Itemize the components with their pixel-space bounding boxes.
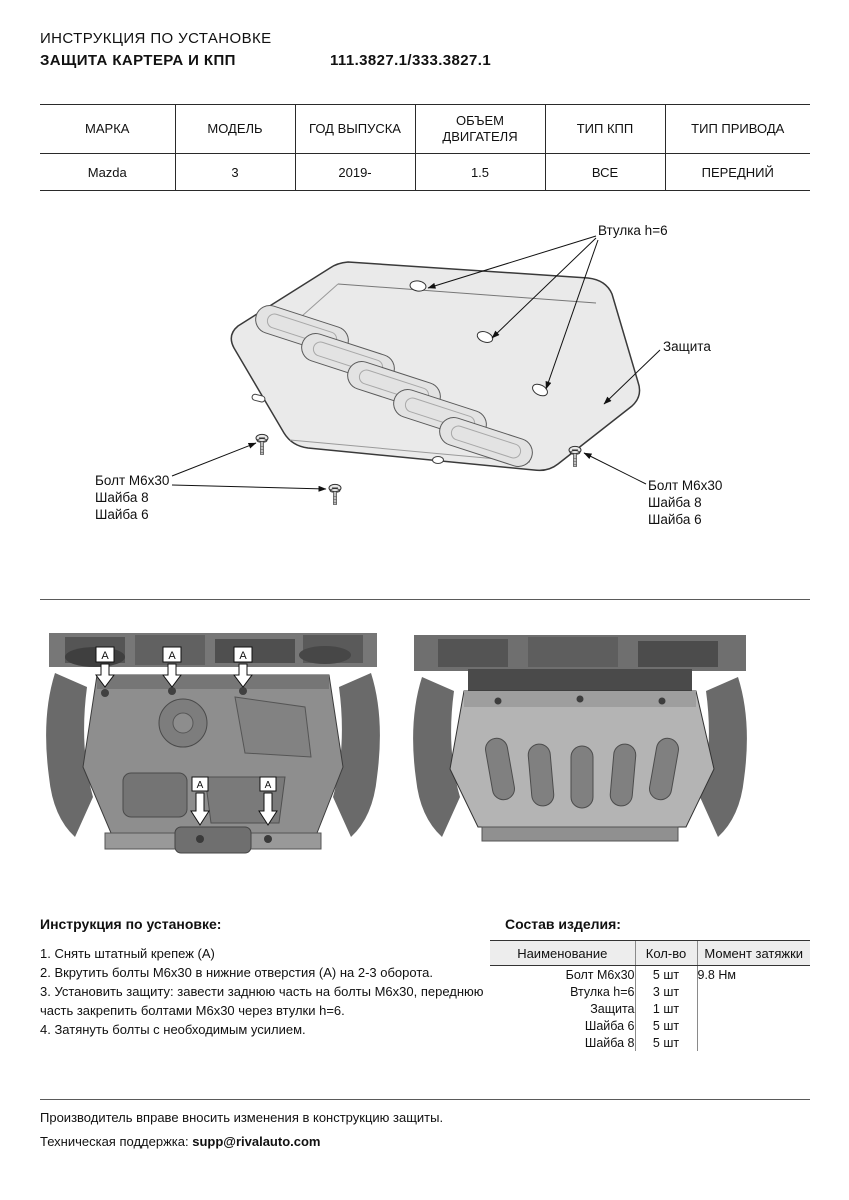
spec-data-row (40, 154, 810, 191)
part-torque: 9.8 Нм (697, 966, 810, 984)
spec-header-drive: ТИП ПРИВОДА (665, 105, 810, 154)
instructions-title: Инструкция по установке: (40, 916, 222, 932)
doc-title-line2: ЗАЩИТА КАРТЕРА И КПП (40, 52, 236, 69)
label-bushing: Втулка h=6 (598, 223, 668, 238)
parts-row (490, 966, 810, 984)
part-name: Болт М6х30 (565, 967, 635, 982)
part-qty: 5 шт (635, 966, 697, 984)
part-name: Шайба 6 (584, 1018, 635, 1033)
spec-header-model: МОДЕЛЬ (175, 105, 295, 154)
bolt-m6x30-left-2 (329, 484, 341, 504)
stock-underbody-panel (83, 675, 343, 833)
photo-after-art (398, 629, 762, 861)
marker-letter: А (196, 780, 204, 791)
label-bolt-left-2: Шайба 8 (95, 490, 149, 505)
label-bolt-left-3: Шайба 6 (95, 507, 149, 522)
support-line (40, 1134, 320, 1149)
part-qty: 3 шт (635, 983, 697, 1000)
spec-brand: Mazda (40, 154, 175, 191)
divider-bottom (40, 1099, 810, 1100)
spec-header-row (40, 105, 810, 154)
label-bolt-left-1: Болт М6х30 (95, 473, 170, 488)
parts-header-torque: Момент затяжки (697, 941, 810, 966)
spec-year: 2019- (295, 154, 415, 191)
parts-header-row (490, 941, 810, 966)
parts-row (490, 983, 810, 1000)
bolt-m6x30-left-1 (256, 434, 268, 454)
bottom-hole (433, 457, 444, 464)
parts-row (490, 1000, 810, 1017)
support-label: Техническая поддержка: (40, 1134, 189, 1149)
label-bolt-right-3: Шайба 6 (648, 512, 702, 527)
spec-drive: ПЕРЕДНИЙ (665, 154, 810, 191)
lower-crossmember (482, 827, 678, 841)
part-name: Втулка h=6 (570, 984, 635, 999)
part-qty: 5 шт (635, 1034, 697, 1051)
part-torque (697, 983, 810, 1000)
marker-letter: А (264, 780, 272, 791)
label-bolt-left (95, 472, 169, 523)
label-bolt-right (648, 477, 722, 528)
spec-table (40, 104, 810, 191)
step-4: 4. Затянуть болты с необходимым усилием. (40, 1022, 306, 1037)
label-bolt-right-2: Шайба 8 (648, 495, 702, 510)
marker-letter: А (239, 650, 247, 662)
spec-header-gearbox: ТИП КПП (545, 105, 665, 154)
spec-gearbox: ВСЕ (545, 154, 665, 191)
part-name: Шайба 8 (584, 1035, 635, 1050)
label-shield: Защита (663, 339, 711, 354)
parts-header-qty: Кол-во (635, 941, 697, 966)
part-torque (697, 1000, 810, 1017)
photo-before-art (35, 627, 391, 863)
part-torque (697, 1034, 810, 1051)
label-bolt-right-1: Болт М6х30 (648, 478, 723, 493)
spec-engine: 1.5 (415, 154, 545, 191)
spec-model: 3 (175, 154, 295, 191)
parts-header-name: Наименование (490, 941, 635, 966)
parts-row (490, 1017, 810, 1034)
part-qty: 5 шт (635, 1017, 697, 1034)
part-torque (697, 1017, 810, 1034)
spec-header-year: ГОД ВЫПУСКА (295, 105, 415, 154)
doc-title-line1: ИНСТРУКЦИЯ ПО УСТАНОВКЕ (40, 30, 272, 47)
parts-row (490, 1034, 810, 1051)
installed-skid-plate (450, 691, 714, 827)
marker-letter: А (101, 650, 109, 662)
skid-plate (231, 262, 639, 470)
part-numbers: 111.3827.1/333.3827.1 (330, 52, 492, 69)
part-name: Защита (590, 1001, 635, 1016)
step-3: 3. Установить защиту: завести заднюю часть на болты М6х30, переднюю часть закрепить болтами М6х30 через втулки h=6. (40, 984, 484, 1018)
exploded-diagram (40, 192, 810, 587)
step-1: 1. Снять штатный крепеж (А) (40, 946, 215, 961)
manufacturer-note: Производитель вправе вносить изменения в конструкцию защиты. (40, 1110, 444, 1125)
parts-title: Состав изделия: (505, 916, 621, 932)
spec-header-brand: МАРКА (40, 105, 175, 154)
marker-letter: А (168, 650, 176, 662)
photo-underbody-before (35, 627, 391, 863)
photo-underbody-after (398, 629, 762, 861)
bolt-m6x30-right (569, 446, 581, 466)
support-email: supp@rivalauto.com (192, 1134, 321, 1149)
instructions-steps (40, 944, 495, 1039)
part-qty: 1 шт (635, 1000, 697, 1017)
step-2: 2. Вкрутить болты М6х30 в нижние отверстия (А) на 2-3 оборота. (40, 965, 433, 980)
spec-header-engine: ОБЪЕМ ДВИГАТЕЛЯ (415, 105, 545, 154)
divider-top (40, 599, 810, 600)
parts-table (490, 940, 810, 1051)
